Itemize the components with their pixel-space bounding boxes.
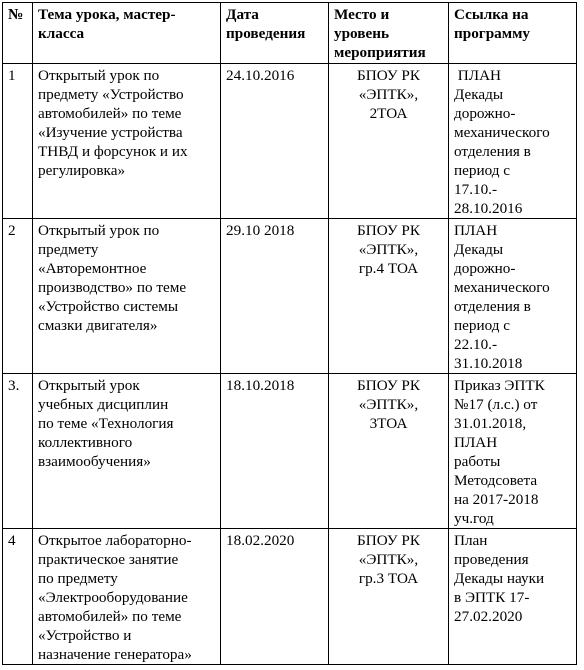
header-number: №: [3, 3, 33, 64]
header-row: [3, 3, 577, 64]
header-date: Дата проведения: [221, 3, 329, 64]
row-link: План проведения Декады науки в ЭПТК 17- 27.02.2020: [449, 529, 577, 665]
row-date: 24.10.2016: [221, 64, 329, 219]
row-date: 29.10 2018: [221, 219, 329, 374]
document-page: [2, 2, 577, 665]
header-topic: Тема урока, мастер- класса: [33, 3, 221, 64]
row-place: БПОУ РК «ЭПТК», гр.3 ТОА: [329, 529, 449, 665]
row-place: БПОУ РК «ЭПТК», гр.4 ТОА: [329, 219, 449, 374]
row-number: 1: [3, 64, 33, 219]
table-row: [3, 219, 577, 374]
row-link: Приказ ЭПТК №17 (л.с.) от 31.01.2018, ПЛАН работы Методсовета на 2017-2018 уч.год: [449, 374, 577, 529]
row-topic: Открытое лабораторно- практическое занятие по предмету «Электрооборудование автомобилей» по теме «Устройство и назначение генератора»: [33, 529, 221, 665]
row-topic: Открытый урок по предмету «Авторемонтное производство» по теме «Устройство системы смазки двигателя»: [33, 219, 221, 374]
row-number: 3.: [3, 374, 33, 529]
header-link: Ссылка на программу: [449, 3, 577, 64]
row-place: БПОУ РК «ЭПТК», 3ТОА: [329, 374, 449, 529]
row-date: 18.10.2018: [221, 374, 329, 529]
table-row: [3, 374, 577, 529]
header-place: Место и уровень мероприятия: [329, 3, 449, 64]
row-link: ПЛАН Декады дорожно- механического отделения в период с 22.10.- 31.10.2018: [449, 219, 577, 374]
row-number: 2: [3, 219, 33, 374]
row-place: БПОУ РК «ЭПТК», 2ТОА: [329, 64, 449, 219]
row-topic: Открытый урок по предмету «Устройство автомобилей» по теме «Изучение устройства ТНВД и форсунок и их регулировка»: [33, 64, 221, 219]
row-link: ПЛАН Декады дорожно- механического отделения в период с 17.10.- 28.10.2016: [449, 64, 577, 219]
row-date: 18.02.2020: [221, 529, 329, 665]
table-row: [3, 64, 577, 219]
row-topic: Открытый урок учебных дисциплин по теме «Технология коллективного взаимообучения»: [33, 374, 221, 529]
events-table: [2, 2, 577, 665]
table-row: [3, 529, 577, 665]
row-number: 4: [3, 529, 33, 665]
